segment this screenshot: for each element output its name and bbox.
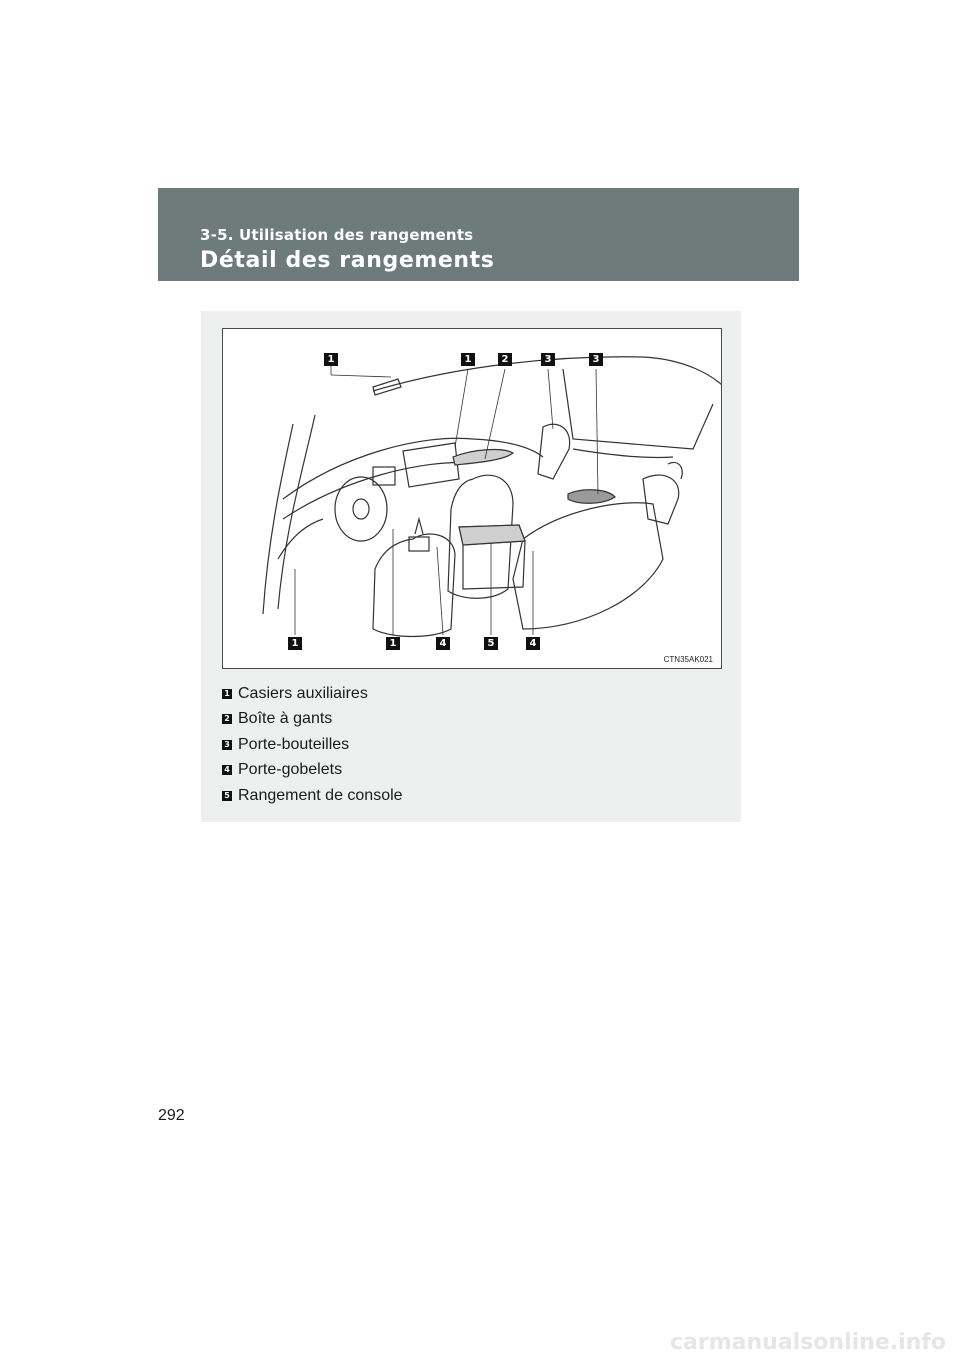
illustration-panel — [201, 311, 741, 822]
car-interior-drawing — [223, 329, 721, 668]
legend-number: 3 — [222, 740, 232, 750]
legend-label: Porte-bouteilles — [238, 735, 350, 753]
legend-item — [222, 758, 403, 784]
legend-item — [222, 783, 403, 809]
legend-item — [222, 707, 403, 733]
car-interior-figure — [222, 328, 722, 669]
callout-1: 1 — [386, 637, 400, 650]
legend-label: Casiers auxiliaires — [238, 684, 368, 702]
legend-label: Rangement de console — [238, 786, 403, 804]
callout-1: 1 — [324, 353, 338, 366]
legend-label: Boîte à gants — [238, 710, 333, 728]
legend-number: 4 — [222, 765, 232, 775]
callout-1: 1 — [461, 353, 475, 366]
legend-number: 5 — [222, 791, 232, 801]
callout-3: 3 — [589, 353, 603, 366]
page-number: 292 — [158, 1107, 185, 1124]
callout-3: 3 — [541, 353, 555, 366]
legend-label: Porte-gobelets — [238, 761, 343, 779]
section-label: 3-5. Utilisation des rangements — [200, 226, 474, 244]
section-header — [158, 188, 799, 281]
legend-number: 1 — [222, 689, 232, 699]
figure-code: CTN35AK021 — [663, 655, 713, 664]
legend-item — [222, 681, 403, 707]
legend-item — [222, 732, 403, 758]
callout-4: 4 — [526, 637, 540, 650]
callout-1: 1 — [288, 637, 302, 650]
legend-list — [222, 681, 403, 809]
callout-5: 5 — [484, 637, 498, 650]
page-title: Détail des rangements — [200, 248, 495, 273]
legend-number: 2 — [222, 714, 232, 724]
callout-2: 2 — [498, 353, 512, 366]
watermark: carmanualsonline.info — [670, 1330, 946, 1355]
callout-4: 4 — [436, 637, 450, 650]
